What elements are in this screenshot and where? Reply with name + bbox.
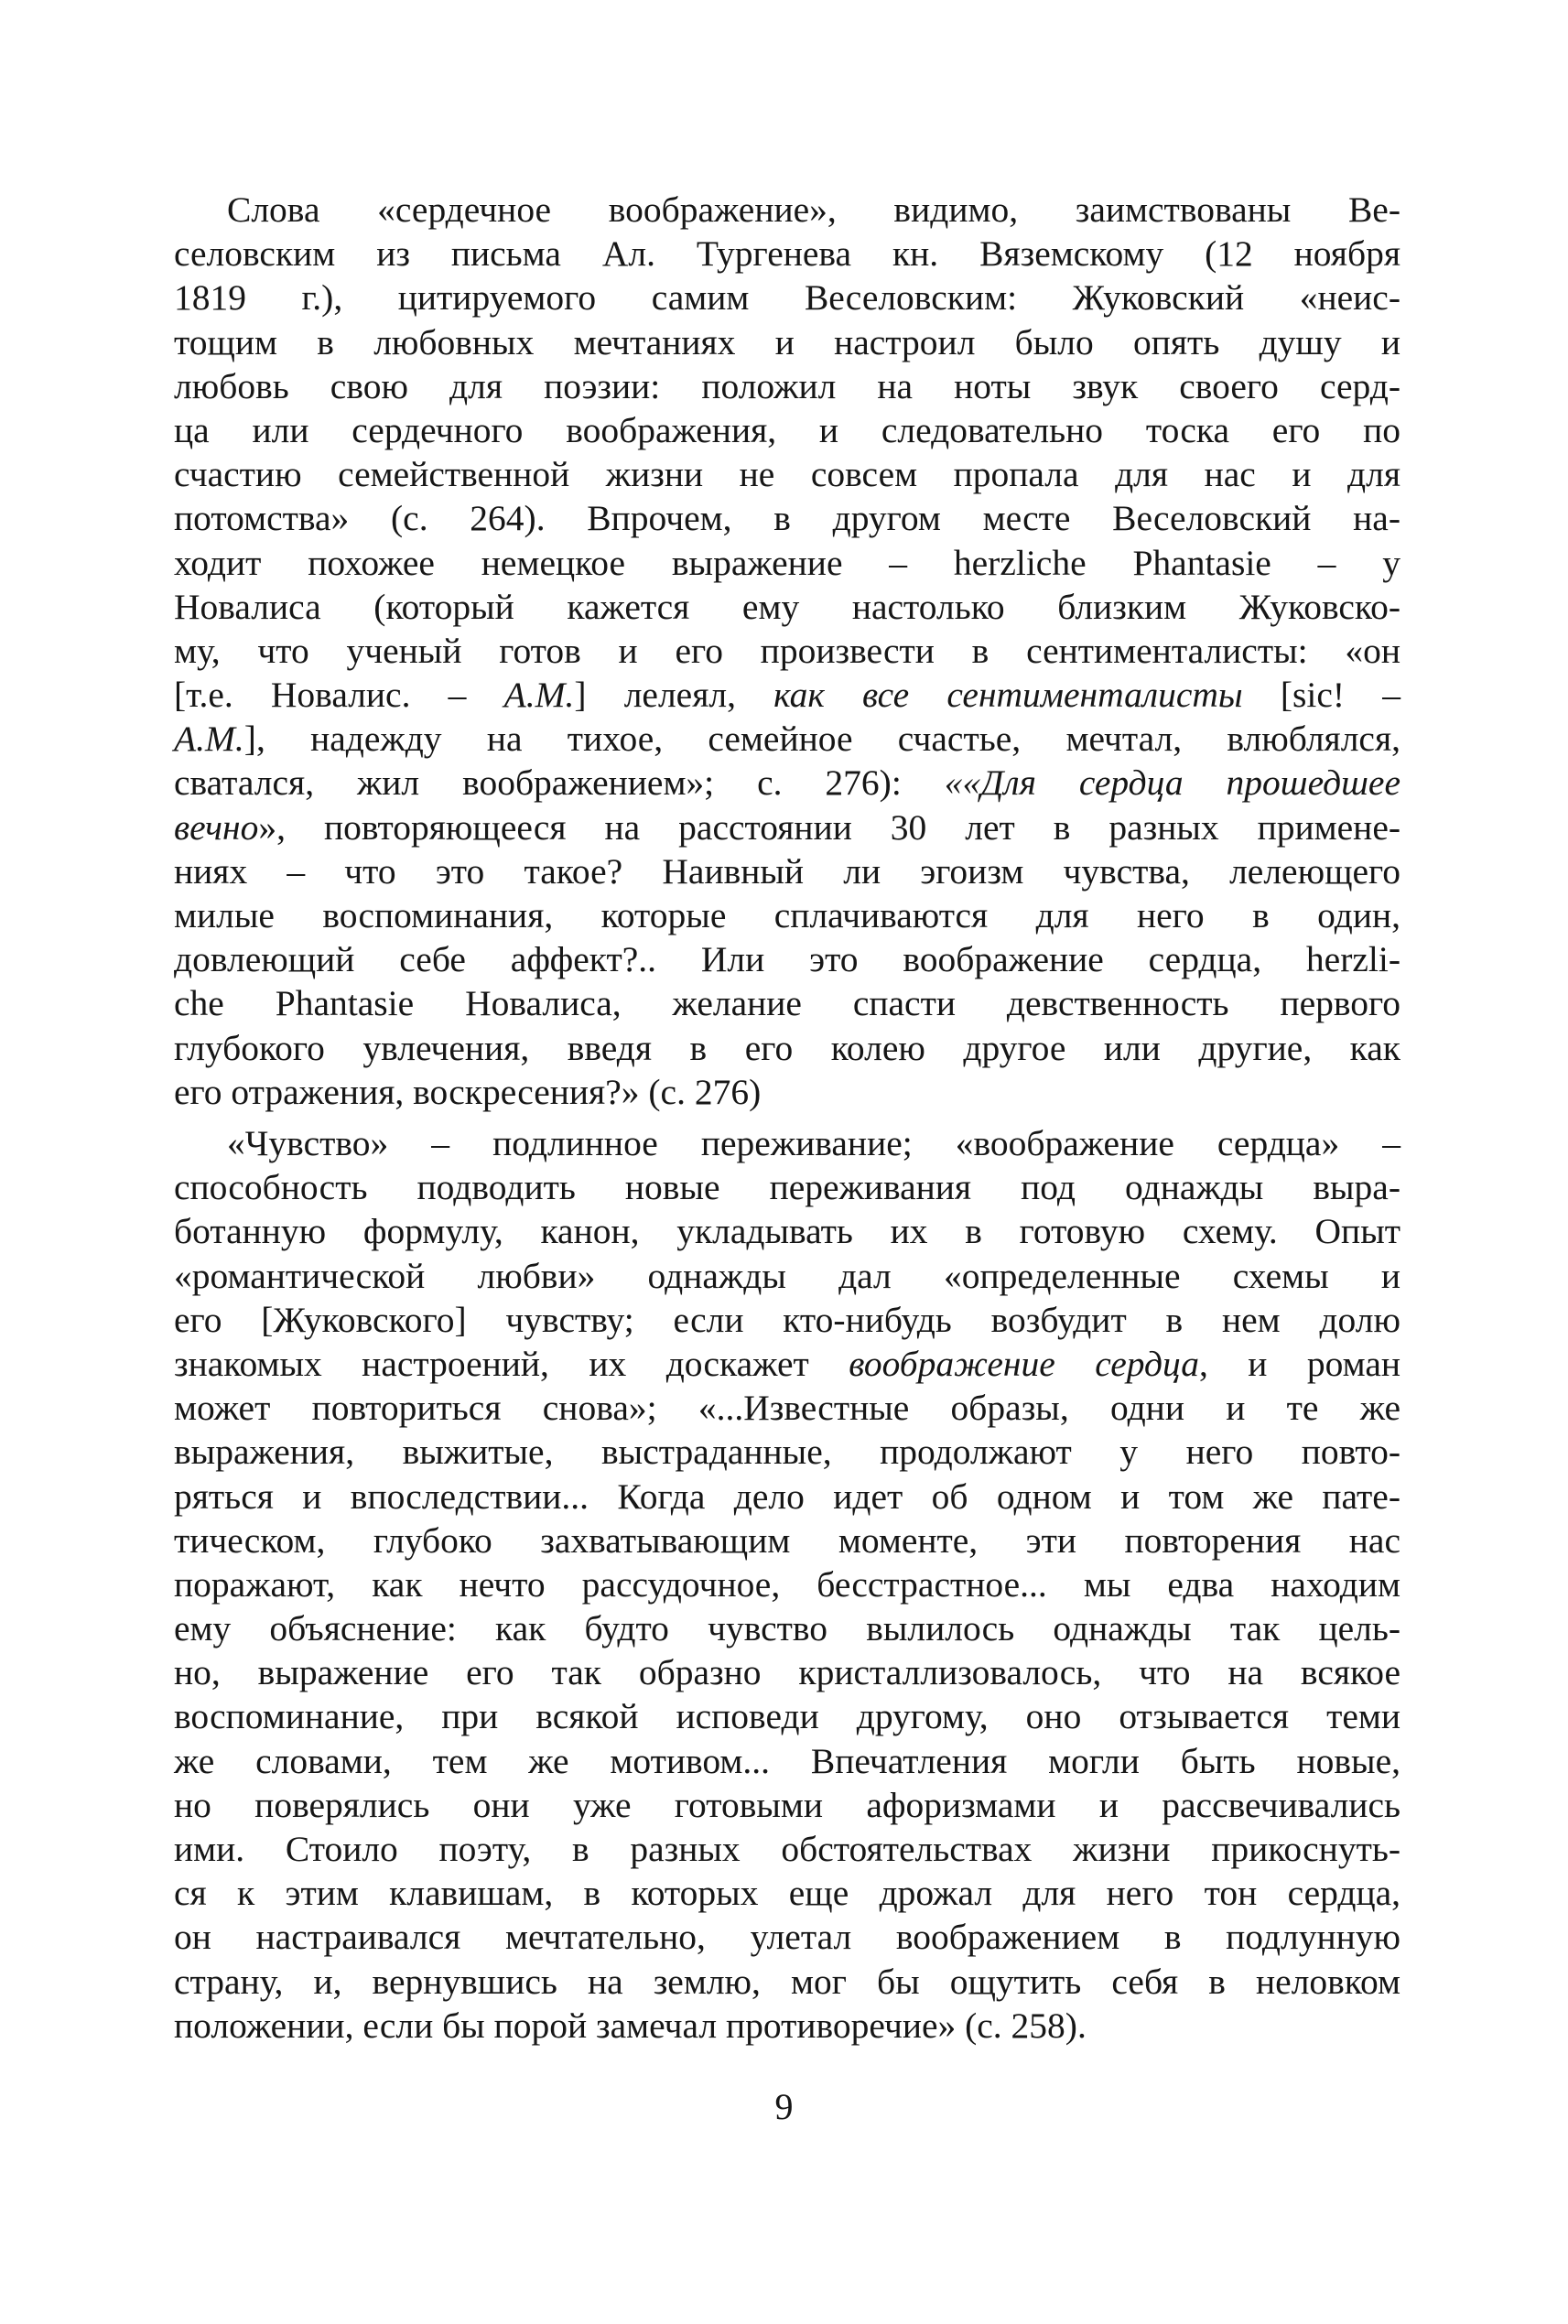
text-line: ходит похожее немецкое выражение – herzliche Phantasie – у	[174, 542, 1400, 583]
text-line-mixed	[174, 717, 1400, 761]
text-line: 1819 г.), цитируемого самим Веселовским: Жуковский «неис-	[174, 277, 1400, 319]
text-line: выражения, выжитые, выстраданные, продолжают у него повто-	[174, 1432, 1400, 1473]
text-line: потомства» (с. 264). Впрочем, в другом месте Веселовский на-	[174, 498, 1400, 539]
text-line: страну, и, вернувшись на землю, мог бы ощутить себя в неловком	[174, 1961, 1400, 2002]
text-line-mixed	[174, 673, 1400, 717]
text-line: способность подводить новые переживания под однажды выра-	[174, 1167, 1400, 1208]
text-line: Новалиса (который кажется ему настолько близким Жуковско-	[174, 586, 1400, 627]
text-run: знакомых настроений, их доскажет	[174, 1343, 849, 1384]
text-line: «романтической любви» однажды дал «определенные схемы и	[174, 1255, 1400, 1296]
page-number: 9	[774, 2086, 794, 2127]
italic-run: воображение сердца	[849, 1343, 1199, 1384]
italic-run: ««Для сердца прошедшее	[944, 762, 1400, 804]
text-line: глубокого увлечения, введя в его колею другое или другие, как	[174, 1027, 1400, 1068]
text-line: ца или сердечного воображения, и следовательно тоска его по	[174, 409, 1400, 450]
text-line: тощим в любовных мечтаниях и настроил было опять душу и	[174, 321, 1400, 362]
text-line-mixed	[174, 1342, 1400, 1386]
italic-run: А.М.	[174, 719, 244, 760]
document-page	[174, 188, 1400, 2137]
text-line: но, выражение его так образно кристаллизовалось, что на всякое	[174, 1652, 1400, 1693]
text-line: но поверялись они уже готовыми афоризмами и рассвечивались	[174, 1784, 1400, 1825]
text-line: поражают, как нечто рассудочное, бесстрастное... мы едва находим	[174, 1563, 1400, 1605]
text-line: может повториться снова»; «...Известные образы, одни и те же	[174, 1388, 1400, 1429]
text-line: воспоминание, при всякой исповеди другому, оно отзывается теми	[174, 1696, 1400, 1737]
text-line: он настраивался мечтательно, улетал воображением в подлунную	[174, 1917, 1400, 1958]
text-run: [т.е. Новалис. –	[174, 675, 504, 716]
text-line: ся к этим клавишам, в которых еще дрожал для него тон сердца,	[174, 1873, 1400, 1914]
italic-run: вечно	[174, 806, 259, 848]
text-line-mixed	[174, 805, 1400, 849]
text-line: его отражения, воскресения?» (с. 276)	[174, 1071, 762, 1112]
paragraph-1	[174, 188, 1400, 1114]
text-line: ими. Стоило поэту, в разных обстоятельствах жизни прикоснуть-	[174, 1829, 1400, 1869]
text-line: его [Жуковского] чувству; если кто-нибудь возбудит в нем долю	[174, 1299, 1400, 1340]
text-run: », повторяющееся на расстоянии 30 лет в разных примене-	[258, 806, 1400, 848]
text-line-mixed	[174, 761, 1400, 805]
text-line: любовь свою для поэзии: положил на ноты звук своего серд-	[174, 365, 1400, 406]
text-line: счастию семейственной жизни не совсем пропала для нас и для	[174, 454, 1400, 495]
text-line: «Чувство» – подлинное переживание; «воображение сердца» –	[227, 1123, 1400, 1163]
italic-run: как все сентименталисты	[773, 675, 1243, 716]
text-line: му, что ученый готов и его произвести в сентименталисты: «он	[174, 630, 1400, 671]
text-run: ], надежду на тихое, семейное счастье, мечтал, влюблялся,	[243, 719, 1400, 760]
text-line: Слова «сердечное воображение», видимо, заимствованы Ве-	[227, 189, 1400, 230]
text-run: сватался, жил воображением»; с. 276):	[174, 762, 945, 804]
text-line: милые воспоминания, которые сплачиваются для него в один,	[174, 895, 1400, 935]
text-line: же словами, тем же мотивом... Впечатления могли быть новые,	[174, 1740, 1400, 1781]
text-line: ниях – что это такое? Наивный ли эгоизм чувства, лелеющего	[174, 850, 1400, 892]
text-run: ] лелеял,	[574, 675, 774, 716]
text-run: [sic! –	[1242, 675, 1400, 716]
text-line: довлеющий себе аффект?.. Или это воображение сердца, herzli-	[174, 939, 1400, 980]
text-line: ботанную формулу, канон, укладывать их в готовую схему. Опыт	[174, 1211, 1400, 1252]
text-run: , и роман	[1198, 1343, 1400, 1384]
paragraph-2	[174, 1121, 1400, 2048]
text-line: che Phantasie Новалиса, желание спасти девственность первого	[174, 983, 1400, 1024]
text-line: тическом, глубоко захватывающим моменте, эти повторения нас	[174, 1519, 1400, 1561]
text-line: селовским из письма Ал. Тургенева кн. Вяземскому (12 ноября	[174, 233, 1400, 275]
text-line: ряться и впоследствии... Когда дело идет об одном и том же пате-	[174, 1475, 1400, 1517]
text-line: положении, если бы порой замечал противоречие» (с. 258).	[174, 2005, 1087, 2046]
text-line: ему объяснение: как будто чувство вылилось однажды так цель-	[174, 1608, 1400, 1649]
italic-run: А.М.	[503, 675, 575, 716]
